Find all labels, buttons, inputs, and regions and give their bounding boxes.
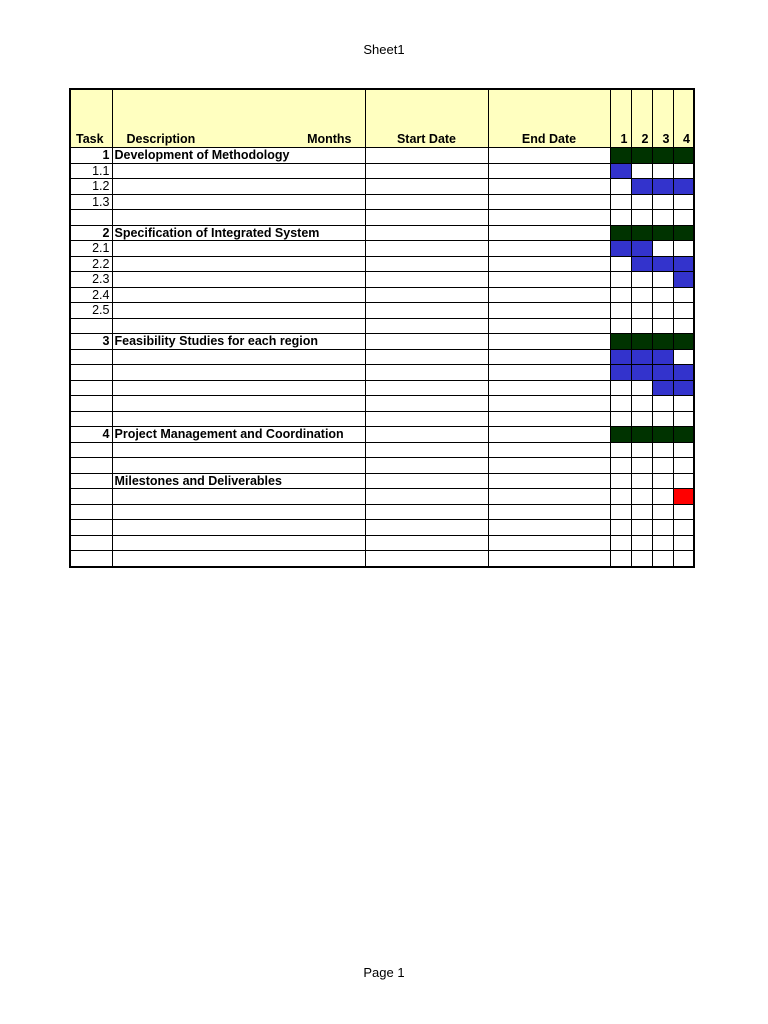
gantt-empty-cell — [631, 396, 652, 412]
end-date-cell — [488, 489, 610, 505]
table-row — [70, 380, 694, 396]
table-row — [70, 520, 694, 536]
gantt-bar-cell — [631, 427, 652, 443]
gantt-empty-cell — [673, 349, 694, 365]
task-number-cell: 2.2 — [70, 256, 112, 272]
gantt-empty-cell — [631, 442, 652, 458]
gantt-bar-cell — [673, 427, 694, 443]
gantt-empty-cell — [652, 163, 673, 179]
task-number-cell — [70, 551, 112, 567]
month-header-4: 4 — [673, 89, 694, 148]
gantt-empty-cell — [610, 504, 631, 520]
task-description-cell: Development of Methodology — [112, 148, 365, 164]
gantt-body — [70, 148, 694, 567]
table-row — [70, 396, 694, 412]
task-description-cell — [112, 179, 365, 195]
gantt-empty-cell — [610, 535, 631, 551]
table-row — [70, 272, 694, 288]
table-row — [70, 442, 694, 458]
task-description-cell — [112, 365, 365, 381]
task-description-cell — [112, 380, 365, 396]
gantt-empty-cell — [610, 520, 631, 536]
gantt-bar-cell — [673, 256, 694, 272]
end-date-cell — [488, 380, 610, 396]
gantt-empty-cell — [652, 442, 673, 458]
task-description-cell — [112, 241, 365, 257]
gantt-empty-cell — [610, 458, 631, 474]
table-row — [70, 179, 694, 195]
month-header-2: 2 — [631, 89, 652, 148]
task-number-cell: 1 — [70, 148, 112, 164]
gantt-bar-cell — [673, 272, 694, 288]
start-date-cell — [365, 210, 488, 226]
table-row — [70, 163, 694, 179]
start-date-cell — [365, 442, 488, 458]
gantt-empty-cell — [610, 303, 631, 319]
task-description-cell — [112, 504, 365, 520]
gantt-empty-cell — [652, 241, 673, 257]
table-row — [70, 241, 694, 257]
task-description-cell — [112, 396, 365, 412]
gantt-empty-cell — [673, 287, 694, 303]
table-row — [70, 458, 694, 474]
gantt-empty-cell — [673, 551, 694, 567]
table-row — [70, 318, 694, 334]
header-row — [70, 89, 694, 148]
table-row — [70, 551, 694, 567]
task-number-cell — [70, 380, 112, 396]
gantt-bar-cell — [631, 225, 652, 241]
gantt-bar-cell — [610, 334, 631, 350]
start-date-cell — [365, 380, 488, 396]
task-number-cell — [70, 365, 112, 381]
start-date-cell — [365, 287, 488, 303]
gantt-empty-cell — [652, 194, 673, 210]
gantt-empty-cell — [652, 489, 673, 505]
task-number-cell: 2.4 — [70, 287, 112, 303]
task-description-cell — [112, 303, 365, 319]
start-date-cell — [365, 163, 488, 179]
start-date-cell — [365, 241, 488, 257]
task-description-cell: Specification of Integrated System — [112, 225, 365, 241]
gantt-bar-cell — [631, 365, 652, 381]
gantt-bar-cell — [610, 427, 631, 443]
gantt-empty-cell — [631, 163, 652, 179]
gantt-empty-cell — [631, 551, 652, 567]
gantt-empty-cell — [631, 303, 652, 319]
task-number-cell: 4 — [70, 427, 112, 443]
start-date-cell — [365, 303, 488, 319]
month-header-1: 1 — [610, 89, 631, 148]
end-date-cell — [488, 148, 610, 164]
task-number-cell: 2.1 — [70, 241, 112, 257]
gantt-empty-cell — [610, 194, 631, 210]
gantt-empty-cell — [673, 303, 694, 319]
gantt-empty-cell — [631, 272, 652, 288]
end-date-cell — [488, 411, 610, 427]
gantt-empty-cell — [610, 489, 631, 505]
end-date-cell — [488, 442, 610, 458]
gantt-empty-cell — [673, 241, 694, 257]
start-date-cell — [365, 489, 488, 505]
end-date-cell — [488, 473, 610, 489]
months-header-label: Months — [307, 132, 352, 146]
end-date-cell — [488, 287, 610, 303]
start-date-cell — [365, 396, 488, 412]
end-date-cell — [488, 349, 610, 365]
gantt-bar-cell — [631, 179, 652, 195]
task-description-cell — [112, 318, 365, 334]
gantt-empty-cell — [652, 210, 673, 226]
table-row — [70, 535, 694, 551]
gantt-empty-cell — [610, 256, 631, 272]
gantt-bar-cell — [631, 241, 652, 257]
end-date-cell — [488, 318, 610, 334]
table-row — [70, 411, 694, 427]
start-date-cell — [365, 473, 488, 489]
task-number-cell: 3 — [70, 334, 112, 350]
task-description-cell — [112, 442, 365, 458]
task-number-cell — [70, 535, 112, 551]
gantt-empty-cell — [631, 458, 652, 474]
gantt-empty-cell — [673, 442, 694, 458]
start-date-cell — [365, 194, 488, 210]
end-date-cell — [488, 163, 610, 179]
task-description-cell — [112, 489, 365, 505]
gantt-empty-cell — [610, 442, 631, 458]
gantt-empty-cell — [631, 210, 652, 226]
gantt-bar-cell — [652, 365, 673, 381]
gantt-bar-cell — [673, 148, 694, 164]
start-date-cell — [365, 365, 488, 381]
start-date-cell — [365, 256, 488, 272]
task-description-cell — [112, 520, 365, 536]
gantt-empty-cell — [652, 411, 673, 427]
end-date-cell — [488, 535, 610, 551]
start-date-header: Start Date — [365, 89, 488, 148]
gantt-bar-cell — [631, 349, 652, 365]
gantt-bar-cell — [652, 349, 673, 365]
gantt-bar-cell — [610, 241, 631, 257]
table-row — [70, 148, 694, 164]
gantt-bar-cell — [610, 225, 631, 241]
gantt-empty-cell — [631, 535, 652, 551]
gantt-empty-cell — [610, 179, 631, 195]
end-date-cell — [488, 365, 610, 381]
end-date-cell — [488, 551, 610, 567]
end-date-cell — [488, 225, 610, 241]
end-date-cell — [488, 396, 610, 412]
gantt-empty-cell — [673, 520, 694, 536]
gantt-bar-cell — [652, 334, 673, 350]
task-header: Task — [70, 89, 112, 148]
gantt-empty-cell — [652, 551, 673, 567]
sheet-title: Sheet1 — [363, 42, 405, 57]
gantt-bar-cell — [610, 148, 631, 164]
task-number-cell — [70, 489, 112, 505]
gantt-empty-cell — [610, 272, 631, 288]
gantt-empty-cell — [610, 411, 631, 427]
month-header-3: 3 — [652, 89, 673, 148]
gantt-empty-cell — [631, 504, 652, 520]
gantt-empty-cell — [631, 489, 652, 505]
gantt-empty-cell — [610, 380, 631, 396]
gantt-empty-cell — [631, 194, 652, 210]
table-row — [70, 334, 694, 350]
gantt-empty-cell — [631, 473, 652, 489]
gantt-empty-cell — [652, 318, 673, 334]
start-date-cell — [365, 179, 488, 195]
milestone-marker — [673, 489, 694, 505]
gantt-empty-cell — [673, 473, 694, 489]
start-date-cell — [365, 334, 488, 350]
gantt-empty-cell — [631, 380, 652, 396]
gantt-bar-cell — [610, 349, 631, 365]
gantt-empty-cell — [652, 272, 673, 288]
gantt-empty-cell — [673, 163, 694, 179]
gantt-empty-cell — [652, 473, 673, 489]
task-description-cell — [112, 535, 365, 551]
start-date-cell — [365, 504, 488, 520]
gantt-empty-cell — [652, 504, 673, 520]
task-number-cell — [70, 210, 112, 226]
end-date-cell — [488, 210, 610, 226]
gantt-bar-cell — [673, 179, 694, 195]
gantt-empty-cell — [610, 287, 631, 303]
task-number-cell — [70, 520, 112, 536]
end-date-cell — [488, 520, 610, 536]
task-description-cell: Feasibility Studies for each region — [112, 334, 365, 350]
table-row — [70, 473, 694, 489]
task-number-cell — [70, 349, 112, 365]
gantt-empty-cell — [610, 318, 631, 334]
end-date-cell — [488, 194, 610, 210]
gantt-empty-cell — [673, 210, 694, 226]
gantt-empty-cell — [652, 287, 673, 303]
gantt-bar-cell — [652, 380, 673, 396]
task-number-cell — [70, 396, 112, 412]
end-date-cell — [488, 458, 610, 474]
table-row — [70, 287, 694, 303]
start-date-cell — [365, 148, 488, 164]
task-description-cell — [112, 210, 365, 226]
end-date-header: End Date — [488, 89, 610, 148]
start-date-cell — [365, 349, 488, 365]
end-date-cell — [488, 303, 610, 319]
task-number-cell — [70, 473, 112, 489]
gantt-bar-cell — [673, 334, 694, 350]
gantt-empty-cell — [610, 551, 631, 567]
task-description-cell: Milestones and Deliverables — [112, 473, 365, 489]
table-row — [70, 427, 694, 443]
end-date-cell — [488, 256, 610, 272]
gantt-bar-cell — [673, 225, 694, 241]
end-date-cell — [488, 504, 610, 520]
task-description-cell — [112, 551, 365, 567]
page-footer: Page 1 — [363, 965, 405, 980]
gantt-empty-cell — [631, 411, 652, 427]
gantt-empty-cell — [673, 318, 694, 334]
task-number-cell — [70, 411, 112, 427]
task-description-cell — [112, 349, 365, 365]
start-date-cell — [365, 520, 488, 536]
task-number-cell — [70, 504, 112, 520]
gantt-empty-cell — [631, 318, 652, 334]
task-description-cell — [112, 287, 365, 303]
task-description-cell — [112, 458, 365, 474]
table-row — [70, 210, 694, 226]
gantt-bar-cell — [673, 365, 694, 381]
end-date-cell — [488, 179, 610, 195]
gantt-empty-cell — [673, 535, 694, 551]
gantt-empty-cell — [673, 411, 694, 427]
gantt-bar-cell — [631, 256, 652, 272]
start-date-cell — [365, 272, 488, 288]
start-date-cell — [365, 225, 488, 241]
gantt-empty-cell — [652, 520, 673, 536]
task-description-cell — [112, 194, 365, 210]
gantt-bar-cell — [631, 148, 652, 164]
gantt-bar-cell — [673, 380, 694, 396]
gantt-bar-cell — [631, 334, 652, 350]
table-row — [70, 303, 694, 319]
gantt-empty-cell — [673, 504, 694, 520]
task-number-cell: 1.3 — [70, 194, 112, 210]
table-row — [70, 349, 694, 365]
start-date-cell — [365, 318, 488, 334]
task-description-cell — [112, 163, 365, 179]
table-row — [70, 504, 694, 520]
task-number-cell — [70, 318, 112, 334]
end-date-cell — [488, 427, 610, 443]
end-date-cell — [488, 272, 610, 288]
table-row — [70, 489, 694, 505]
task-description-cell: Project Management and Coordination — [112, 427, 365, 443]
start-date-cell — [365, 551, 488, 567]
table-row — [70, 256, 694, 272]
gantt-empty-cell — [610, 396, 631, 412]
task-number-cell: 1.1 — [70, 163, 112, 179]
start-date-cell — [365, 535, 488, 551]
gantt-bar-cell — [610, 163, 631, 179]
end-date-cell — [488, 334, 610, 350]
gantt-empty-cell — [673, 396, 694, 412]
gantt-table — [69, 88, 695, 568]
task-number-cell — [70, 458, 112, 474]
task-description-cell — [112, 256, 365, 272]
gantt-empty-cell — [673, 194, 694, 210]
gantt-bar-cell — [652, 225, 673, 241]
end-date-cell — [488, 241, 610, 257]
start-date-cell — [365, 411, 488, 427]
task-description-cell — [112, 411, 365, 427]
start-date-cell — [365, 458, 488, 474]
gantt-empty-cell — [610, 473, 631, 489]
gantt-empty-cell — [631, 520, 652, 536]
task-description-cell — [112, 272, 365, 288]
gantt-empty-cell — [652, 396, 673, 412]
description-header — [112, 89, 365, 148]
gantt-empty-cell — [673, 458, 694, 474]
gantt-empty-cell — [652, 303, 673, 319]
task-number-cell: 2.5 — [70, 303, 112, 319]
gantt-bar-cell — [610, 365, 631, 381]
gantt-bar-cell — [652, 427, 673, 443]
table-row — [70, 225, 694, 241]
gantt-bar-cell — [652, 256, 673, 272]
task-number-cell: 1.2 — [70, 179, 112, 195]
gantt-empty-cell — [652, 535, 673, 551]
gantt-empty-cell — [652, 458, 673, 474]
gantt-bar-cell — [652, 179, 673, 195]
table-row — [70, 365, 694, 381]
table-row — [70, 194, 694, 210]
gantt-empty-cell — [631, 287, 652, 303]
task-number-cell — [70, 442, 112, 458]
gantt-empty-cell — [610, 210, 631, 226]
task-number-cell: 2.3 — [70, 272, 112, 288]
task-number-cell: 2 — [70, 225, 112, 241]
gantt-bar-cell — [652, 148, 673, 164]
description-header-label: Description — [126, 132, 196, 146]
start-date-cell — [365, 427, 488, 443]
